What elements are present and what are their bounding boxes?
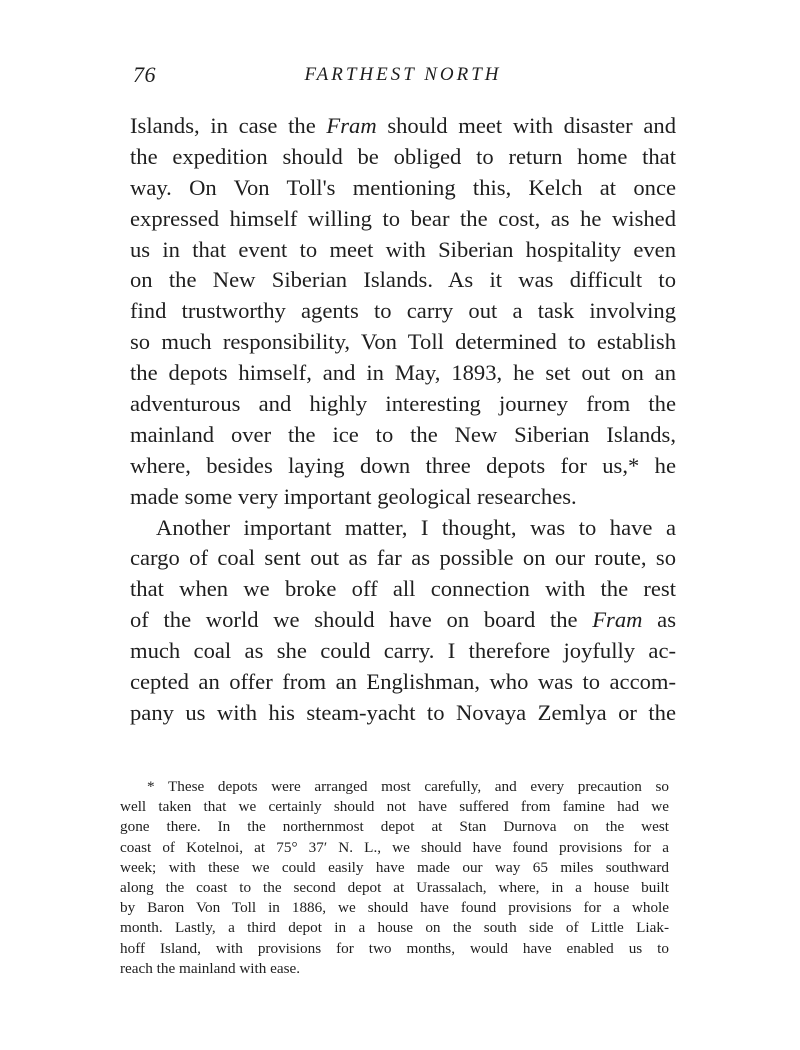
text-run: of the world we should have on board the xyxy=(130,607,593,633)
footnote-line: coast of Kotelnoi, at 75° 37′ N. L., we should have found provisions for a xyxy=(120,838,669,856)
body-text xyxy=(130,111,676,729)
text-run: expressed himself willing to bear the cost, as he wished xyxy=(130,205,676,231)
text-line xyxy=(130,235,676,266)
text-line xyxy=(130,389,676,420)
italic-ship-name: Fram xyxy=(592,607,643,633)
footnote xyxy=(120,777,669,979)
text-run: adventurous and highly interesting journey from the xyxy=(130,391,676,417)
text-line xyxy=(130,358,676,389)
text-line xyxy=(130,574,676,605)
text-run: on the New Siberian Islands. As it was difficult to xyxy=(130,267,676,293)
text-run: so much responsibility, Von Toll determined to establish xyxy=(130,329,676,355)
text-run: made some very important geological researches. xyxy=(130,483,577,509)
page-number: 76 xyxy=(133,62,156,87)
text-run: where, besides laying down three depots for us,* he xyxy=(130,452,676,478)
footnote-line: hoff Island, with provisions for two months, would have enabled us to xyxy=(120,939,669,957)
footnote-line: * These depots were arranged most carefully, and every precaution so xyxy=(147,778,669,795)
text-line xyxy=(130,636,676,667)
footnote-line: well taken that we certainly should not have suffered from famine had we xyxy=(120,798,669,816)
footnote-line: gone there. In the northernmost depot at Stan Durnova on the west xyxy=(120,818,669,836)
text-run: Islands, in case the xyxy=(130,113,327,138)
page-header xyxy=(133,62,673,92)
text-line xyxy=(130,204,676,235)
text-run: mainland over the ice to the New Siberian Islands, xyxy=(130,421,676,447)
running-title: FARTHEST NORTH xyxy=(304,64,502,85)
text-run: us in that event to meet with Siberian hospitality even xyxy=(130,236,676,262)
text-line xyxy=(130,543,676,574)
text-line xyxy=(130,451,676,482)
text-run: Another important matter, I thought, was to have a xyxy=(156,514,676,540)
text-line xyxy=(130,142,676,173)
text-run: way. On Von Toll's mentioning this, Kelch at once xyxy=(130,174,676,200)
footnote-line: by Baron Von Toll in 1886, we should have found provisions for a whole xyxy=(120,899,669,917)
paragraph-2 xyxy=(130,513,676,729)
paragraph-1 xyxy=(130,111,676,513)
footnote-line: week; with these we could easily have made our way 65 miles southward xyxy=(120,858,669,876)
text-line xyxy=(130,420,676,451)
text-run: as xyxy=(642,607,676,633)
text-line xyxy=(130,296,676,327)
footnote-line: along the coast to the second depot at Urassalach, where, in a house built xyxy=(120,878,669,896)
text-run: should meet with disaster and xyxy=(376,113,676,138)
footnote-line: reach the mainland with ease. xyxy=(120,959,301,977)
text-line xyxy=(130,327,676,358)
text-line xyxy=(130,605,676,636)
text-run: cepted an offer from an Englishman, who was to accom- xyxy=(130,669,676,695)
text-line xyxy=(130,513,676,544)
text-line xyxy=(130,482,676,513)
text-run: much coal as she could carry. I therefore joyfully ac- xyxy=(130,638,676,664)
text-line xyxy=(130,111,676,142)
text-run: pany us with his steam-yacht to Novaya Zemlya or the xyxy=(130,699,676,725)
text-line xyxy=(130,698,676,729)
text-run: that when we broke off all connection with the rest xyxy=(130,576,676,602)
text-run: find trustworthy agents to carry out a task involving xyxy=(130,298,676,324)
text-line xyxy=(130,667,676,698)
text-line xyxy=(130,173,676,204)
text-line xyxy=(130,265,676,296)
text-run: the expedition should be obliged to return home that xyxy=(130,143,676,169)
footnote-line: month. Lastly, a third depot in a house on the south side of Little Liak- xyxy=(120,919,669,937)
text-run: the depots himself, and in May, 1893, he set out on an xyxy=(130,360,676,386)
text-run: cargo of coal sent out as far as possible on our route, so xyxy=(130,545,676,571)
italic-ship-name: Fram xyxy=(326,113,377,138)
